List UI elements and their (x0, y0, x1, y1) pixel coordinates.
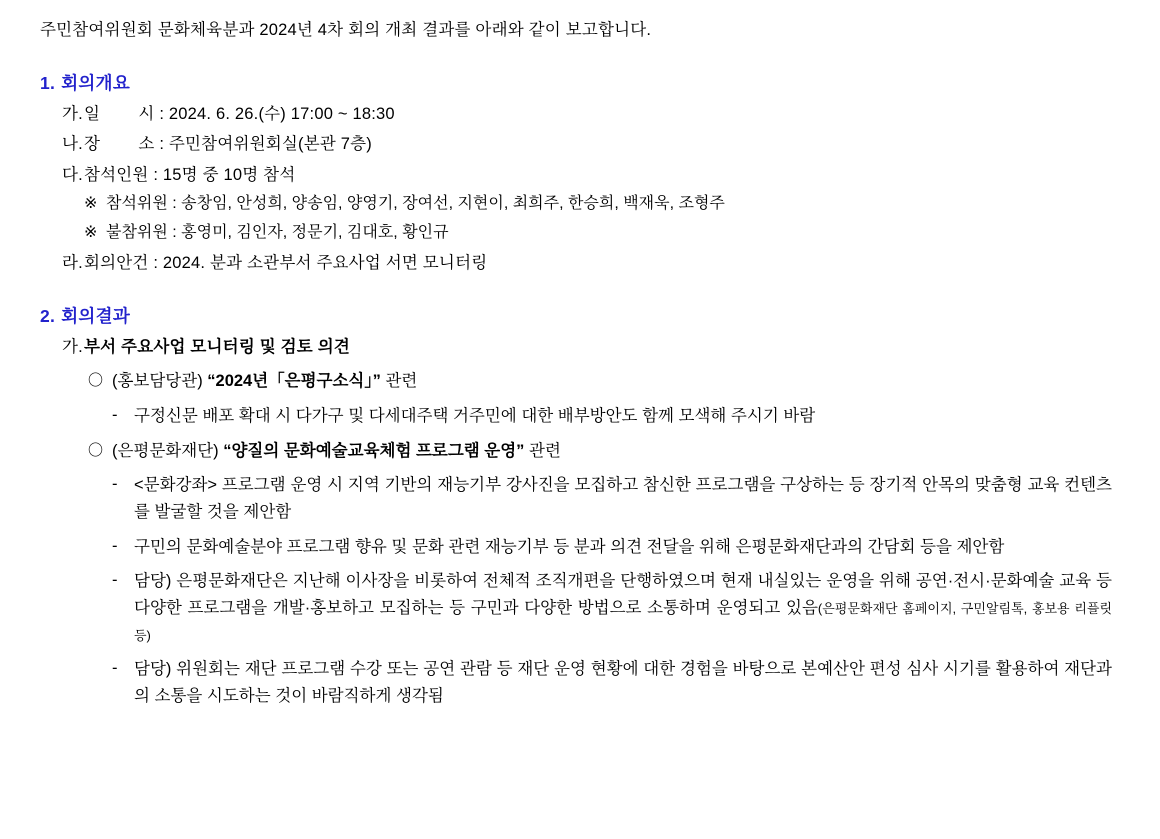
note-marker: ※ (84, 224, 98, 242)
section-meeting-overview (0, 70, 1160, 277)
item-marker: 다. (62, 165, 83, 184)
section-meeting-results (0, 303, 1160, 710)
subitem-marker: - (112, 571, 118, 590)
subitem-text: 구정신문 배포 확대 시 다가구 및 다세대주택 거주민에 대한 배부방안도 함께 모색해 주시기 바람 (134, 406, 816, 425)
subitem-note: (은평문화재단 홈페이지, 구민알림톡, 홍보용 리플릿 등) (134, 600, 1112, 643)
overview-item-date (62, 102, 1160, 128)
bullet-suffix: 관련 (380, 372, 418, 391)
subitem-marker: - (112, 659, 118, 678)
result-subitem (112, 656, 1112, 709)
bullet-quote: “2024년「은평구소식」” (207, 372, 381, 391)
section-1-label: 회의개요 (61, 72, 131, 93)
subitem-marker: - (112, 536, 118, 555)
item-key: 장 소 : (84, 135, 165, 154)
section-2-number: 2. (40, 305, 56, 326)
result-subitem (112, 403, 1112, 430)
subitem-text: 구민의 문화예술분야 프로그램 향유 및 문화 관련 재능기부 등 분과 의견 전달을 위해 은평문화재단과의 간담회 등을 제안함 (134, 537, 1005, 556)
overview-item-place (62, 132, 1160, 158)
item-body (84, 163, 1160, 189)
note-text: 참석위원 : 송창임, 안성희, 양송임, 양영기, 장여선, 지현이, 최희주, 한승희, 백재욱, 조형주 (106, 195, 725, 213)
subitem-marker: - (112, 405, 118, 424)
item-value: 주민참여위원회실(본관 7층) (164, 135, 372, 154)
bullet-body (112, 369, 1160, 395)
item-body (84, 102, 1160, 128)
item-marker: 나. (62, 135, 83, 154)
item-body (84, 251, 1160, 277)
subitem-body (134, 568, 1112, 648)
note-absentees (84, 221, 1160, 246)
subitem-text: <문화강좌> 프로그램 운영 시 지역 기반의 재능기부 강사진을 모집하고 참신한 프로그램을 구상하는 등 장기적 안목의 맞춤형 교육 컨텐츠를 발굴할 것을 제안함 (134, 476, 1112, 521)
bullet-prefix: (은평문화재단) (112, 441, 224, 460)
item-value: 2024. 분과 소관부서 주요사업 서면 모니터링 (158, 253, 488, 272)
bullet-quote: “양질의 문화예술교육체험 프로그램 운영” (223, 441, 525, 460)
note-marker: ※ (84, 195, 98, 213)
subitem-text: 담당) 위원회는 재단 프로그램 수강 또는 공연 관람 등 재단 운영 현황에 대한 경험을 바탕으로 본예산안 편성 심사 시기를 활용하여 재단과의 소통을 시도하는 것이 바람직하게 생각됨 (134, 660, 1112, 706)
subitem-text: 담당) 은평문화재단은 지난해 이사장을 비롯하여 전체적 조직개편을 단행하였으며 현재 내실있는 운영을 위해 공연·전시·문화예술 교육 등 다양한 프로그램을 개발·홍보하고 모집하는 등 구민과 다양한 방법으로 소통하며 운영되고 있음 (134, 572, 1112, 617)
section-1-number: 1. (40, 72, 56, 93)
bullet-marker: 〇 (88, 441, 104, 459)
subitem-marker: - (112, 475, 118, 494)
overview-item-attendance (62, 163, 1160, 189)
bullet-prefix: (홍보담당관) (112, 372, 208, 391)
overview-item-agenda (62, 251, 1160, 277)
section-1-title (40, 70, 1160, 97)
bullet-suffix: 관련 (524, 441, 561, 460)
result-subitem (112, 472, 1112, 525)
document-page (0, 18, 1160, 839)
note-text: 불참위원 : 홍영미, 김인자, 정문기, 김대호, 황인규 (106, 224, 449, 242)
results-heading (62, 335, 1160, 361)
item-marker: 라. (62, 253, 83, 272)
result-subitem (112, 534, 1112, 561)
section-2-title (40, 303, 1160, 330)
result-bullet-pr-office (88, 369, 1160, 395)
item-key: 회의안건 : (84, 253, 159, 272)
bullet-body (112, 439, 1160, 465)
bullet-marker: 〇 (88, 372, 104, 390)
item-body: 부서 주요사업 모니터링 및 검토 의견 (84, 337, 351, 356)
item-marker: 가. (62, 104, 83, 123)
result-bullet-culture-foundation (88, 439, 1160, 465)
item-value: 2024. 6. 26.(수) 17:00 ~ 18:30 (164, 104, 395, 123)
item-marker: 가. (62, 337, 83, 356)
item-body (84, 132, 1160, 158)
section-2-label: 회의결과 (61, 305, 131, 326)
item-key: 참석인원 : (84, 165, 159, 184)
intro-paragraph: 주민참여위원회 문화체육분과 2024년 4차 회의 개최 결과를 아래와 같이 보고합니다. (40, 21, 652, 39)
item-value: 15명 중 10명 참석 (158, 165, 296, 184)
result-subitem (112, 568, 1112, 648)
item-key: 일 시 : (84, 104, 165, 123)
note-attendees (84, 192, 1160, 217)
